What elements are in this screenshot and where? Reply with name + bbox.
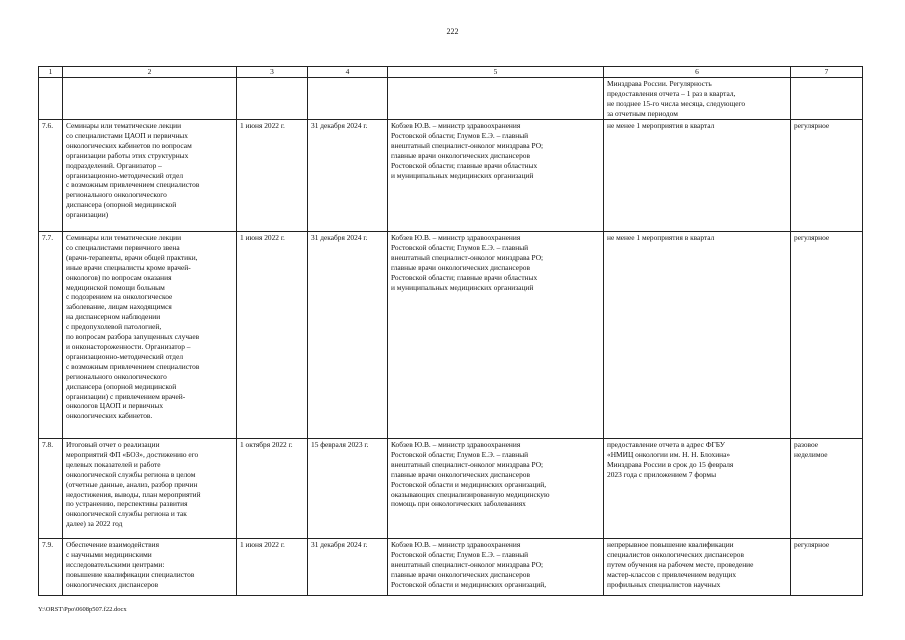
column-number-header: 7 [791,67,863,78]
item-description: Обеспечение взаимодействия с научными медицинскими исследовательскими центрами: повышение квалификации специалистов онкологических диспансеров [63,539,237,596]
result-cell: Минздрава России. Регулярность предоставления отчета – 1 раз в квартал, не позднее 15-го числа месяца, следующего за отчетным периодом [604,78,791,120]
plan-table [38,66,863,596]
responsible-persons: Кобзев Ю.В. – министр здравоохранения Ростовской области; Глумов Е.Э. – главный внештатный специалист-онколог минздрава РО; главные врачи онкологических диспансеров Ростовской области и медицинских организаций, [388,539,604,596]
item-description: Итоговый отчет о реализации мероприятий ФП «БОЗ», достижению его целевых показателей и работе онкологической службы региона в целом (отчетные данные, анализ, разбор причин недостижения, выводы, план мероприятий по устранению, перспективы развития онкологической службы региона и так далее) за 2022 год [63,439,237,539]
table-row [39,232,863,439]
column-number-header: 3 [237,67,308,78]
table-row-continuation [39,78,863,120]
table-row [39,120,863,232]
item-number: 7.6. [39,120,63,232]
file-path-footer: Y:\ORST\Ppo\0608p507.f22.docx [38,606,127,613]
end-date: 31 декабря 2024 г. [308,120,388,232]
column-number-header: 1 [39,67,63,78]
table-header-row [39,67,863,78]
end-date: 31 декабря 2024 г. [308,232,388,439]
item-description: Семинары или тематические лекции со специалистами первичного звена (врачи-терапевты, врачи общей практики, иные врачи специалисты кроме врачей- онкологов) по вопросам оказания медицинской помощи больным с подозрением на онкологическое заболевание, лицам находящимся на диспансерном наблюдении с предопухолевой патологией, по вопросам разбора запущенных случаев и онконастороженности. Организатор – организационно-методический отдел с возможным привлечением специалистов регионального онкологического диспансера (опорной медицинской организации) с привлечением врачей- онкологов ЦАОП и первичных онкологических кабинетов. [63,232,237,439]
expected-result: предоставление отчета в адрес ФГБУ «НМИЦ онкологии им. Н. Н. Блохина» Минздрава России в срок до 15 февраля 2023 года с приложением 7 формы [604,439,791,539]
end-date: 31 декабря 2024 г. [308,539,388,596]
column-number-header: 5 [388,67,604,78]
start-date: 1 июня 2022 г. [237,539,308,596]
item-number: 7.9. [39,539,63,596]
expected-result: непрерывное повышение квалификации специалистов онкологических диспансеров путем обучения на рабочем месте, проведение мастер-классов с привлечением ведущих профильных специалистов научных [604,539,791,596]
expected-result: не менее 1 мероприятия в квартал [604,232,791,439]
item-description: Семинары или тематические лекции со специалистами ЦАОП и первичных онкологических кабинетов по вопросам организации работы этих структурных подразделений. Организатор – организационно-методический отдел с возможным привлечением специалистов регионального онкологического диспансера (опорной медицинской организации) [63,120,237,232]
responsible-persons: Кобзев Ю.В. – министр здравоохранения Ростовской области; Глумов Е.Э. – главный внештатный специалист-онколог минздрава РО; главные врачи онкологических диспансеров Ростовской области; главные врачи областных и муниципальных медицинских организаций [388,232,604,439]
event-type: регулярное [791,539,863,596]
responsible-persons: Кобзев Ю.В. – министр здравоохранения Ростовской области; Глумов Е.Э. – главный внештатный специалист-онколог минздрава РО; главные врачи онкологических диспансеров Ростовской области; главные врачи областных и муниципальных медицинских организаций [388,120,604,232]
item-number: 7.8. [39,439,63,539]
event-type: регулярное [791,120,863,232]
start-date: 1 июня 2022 г. [237,232,308,439]
expected-result: не менее 1 мероприятия в квартал [604,120,791,232]
column-number-header: 2 [63,67,237,78]
column-number-header: 6 [604,67,791,78]
responsible-persons: Кобзев Ю.В. – министр здравоохранения Ростовской области; Глумов Е.Э. – главный внештатный специалист-онколог минздрава РО; главные врачи онкологических диспансеров Ростовской области и медицинских организаций, оказывающих специализированную медицинскую помощь при онкологических заболеваниях [388,439,604,539]
end-date: 15 февраля 2023 г. [308,439,388,539]
event-type: разовое неделимое [791,439,863,539]
start-date: 1 октября 2022 г. [237,439,308,539]
column-number-header: 4 [308,67,388,78]
page-number: 222 [446,27,459,36]
table-row [39,539,863,596]
event-type: регулярное [791,232,863,439]
item-number: 7.7. [39,232,63,439]
table-row [39,439,863,539]
start-date: 1 июня 2022 г. [237,120,308,232]
